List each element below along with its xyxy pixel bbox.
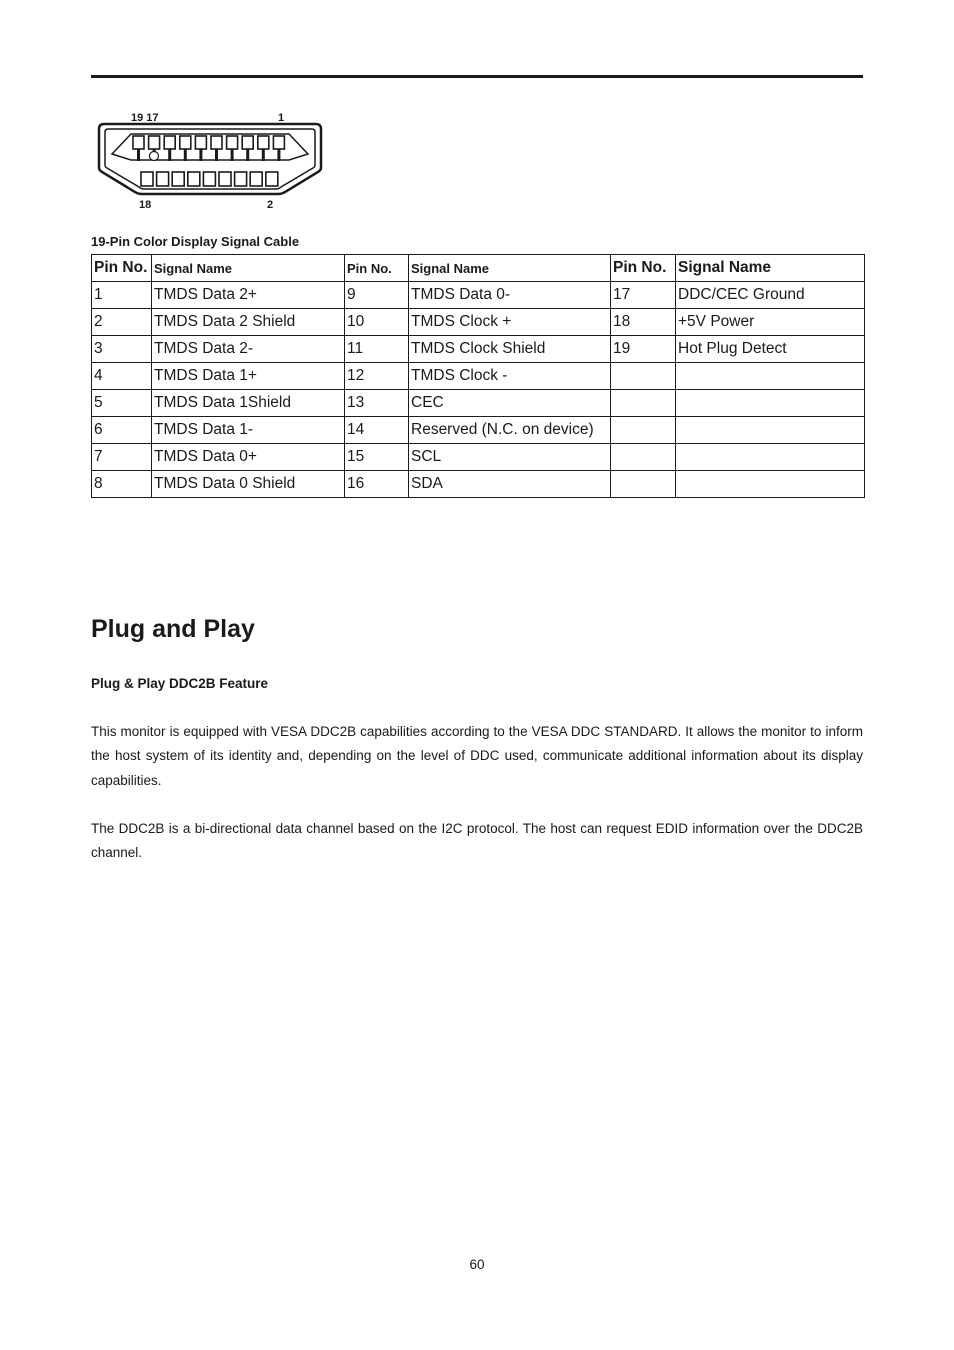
- table-row: [92, 336, 865, 363]
- signal-name-cell: CEC: [409, 390, 611, 417]
- pin-number-cell: 11: [345, 336, 409, 363]
- pin-number-cell: 16: [345, 471, 409, 498]
- signal-name-cell: TMDS Data 0+: [152, 444, 345, 471]
- pin-number-cell: [611, 390, 676, 417]
- signal-name-cell: SDA: [409, 471, 611, 498]
- connector-pin: [235, 172, 247, 186]
- body-paragraph: This monitor is equipped with VESA DDC2B capabilities according to the VESA DDC STANDARD. It allows the monitor to inform the host system of its identity and, depending on the level of DDC used, communicate additional information about its display capabilities.: [91, 724, 863, 788]
- signal-name-cell: TMDS Data 2 Shield: [152, 309, 345, 336]
- signal-name-cell: TMDS Data 0 Shield: [152, 471, 345, 498]
- pin-number-cell: 13: [345, 390, 409, 417]
- pin-number-cell: 2: [92, 309, 152, 336]
- table-row: [92, 417, 865, 444]
- signal-name-cell: TMDS Clock +: [409, 309, 611, 336]
- signal-name-cell: SCL: [409, 444, 611, 471]
- connector-pin: [211, 136, 222, 149]
- pin-number-cell: [611, 444, 676, 471]
- pin-number-cell: [611, 417, 676, 444]
- pin-number-cell: 12: [345, 363, 409, 390]
- connector-pin-lead: [246, 149, 249, 161]
- table-row: [92, 471, 865, 498]
- pin-number-cell: 3: [92, 336, 152, 363]
- signal-name-cell: TMDS Clock Shield: [409, 336, 611, 363]
- pin-label-2: 2: [267, 199, 274, 211]
- connector-pin-lead: [231, 149, 234, 161]
- connector-pin: [172, 172, 184, 186]
- signal-name-cell: TMDS Data 2+: [152, 282, 345, 309]
- table-row: [92, 390, 865, 417]
- signal-name-cell: [676, 390, 865, 417]
- pin-label-19-17: 19 17: [131, 112, 159, 124]
- section-subheading: Plug & Play DDC2B Feature: [91, 676, 269, 691]
- pin-number-cell: 8: [92, 471, 152, 498]
- header-rule: [91, 75, 863, 78]
- connector-pin: [149, 136, 160, 149]
- table-row: [92, 444, 865, 471]
- pin-number-cell: 1: [92, 282, 152, 309]
- connector-pin: [133, 136, 144, 149]
- table-row: [92, 282, 865, 309]
- signal-name-cell: TMDS Data 2-: [152, 336, 345, 363]
- connector-pin: [188, 172, 200, 186]
- signal-name-cell: Reserved (N.C. on device): [409, 417, 611, 444]
- signal-name-cell: Hot Plug Detect: [676, 336, 865, 363]
- connector-pin: [203, 172, 215, 186]
- signal-name-cell: [676, 363, 865, 390]
- connector-pin: [180, 136, 191, 149]
- signal-name-cell: TMDS Data 1+: [152, 363, 345, 390]
- pin-number-cell: 15: [345, 444, 409, 471]
- pin-number-cell: 9: [345, 282, 409, 309]
- table-row: [92, 309, 865, 336]
- page-number: 60: [469, 1257, 485, 1272]
- header-signal-name: Signal Name: [676, 255, 865, 282]
- pin-signal-table: [91, 254, 865, 498]
- pin-label-1: 1: [278, 112, 285, 124]
- pin-number-cell: 19: [611, 336, 676, 363]
- pin-number-cell: 10: [345, 309, 409, 336]
- header-pin-no: Pin No.: [611, 255, 676, 282]
- pin-number-cell: 4: [92, 363, 152, 390]
- connector-pin: [141, 172, 153, 186]
- connector-pin: [164, 136, 175, 149]
- header-signal-name: Signal Name: [152, 255, 345, 282]
- signal-name-cell: TMDS Data 1Shield: [152, 390, 345, 417]
- signal-name-cell: +5V Power: [676, 309, 865, 336]
- table-row: [92, 363, 865, 390]
- header-pin-no: Pin No.: [92, 255, 152, 282]
- connector-pin-lead: [199, 149, 202, 161]
- connector-pin-lead: [184, 149, 187, 161]
- hdmi-connector-diagram: [95, 106, 325, 214]
- signal-name-cell: TMDS Data 0-: [409, 282, 611, 309]
- body-paragraph: The DDC2B is a bi-directional data channel based on the I2C protocol. The host can request EDID information over the DDC2B channel.: [91, 821, 863, 861]
- connector-pin-lead: [262, 149, 265, 161]
- pin-number-cell: [611, 363, 676, 390]
- section-title: Plug and Play: [91, 615, 255, 643]
- pin-label-18: 18: [139, 199, 152, 211]
- signal-name-cell: [676, 444, 865, 471]
- connector-pin-lead: [168, 149, 171, 161]
- pin-number-cell: 18: [611, 309, 676, 336]
- connector-pin: [219, 172, 231, 186]
- pin-number-cell: 5: [92, 390, 152, 417]
- signal-name-cell: DDC/CEC Ground: [676, 282, 865, 309]
- pin-number-cell: 6: [92, 417, 152, 444]
- connector-pin: [242, 136, 253, 149]
- signal-name-cell: [676, 417, 865, 444]
- connector-pin: [227, 136, 238, 149]
- connector-pin: [266, 172, 278, 186]
- connector-pin-lead: [277, 149, 280, 161]
- pin-number-cell: 17: [611, 282, 676, 309]
- connector-pin-lead: [215, 149, 218, 161]
- pin-number-cell: 7: [92, 444, 152, 471]
- pin-number-cell: [611, 471, 676, 498]
- pin-number-cell: 14: [345, 417, 409, 444]
- connector-pin: [250, 172, 262, 186]
- connector-pin: [258, 136, 269, 149]
- signal-name-cell: [676, 471, 865, 498]
- header-signal-name: Signal Name: [409, 255, 611, 282]
- header-pin-no: Pin No.: [345, 255, 409, 282]
- table-caption: 19-Pin Color Display Signal Cable: [91, 234, 300, 249]
- bottom-pin-row: [141, 172, 278, 186]
- connector-pin: [195, 136, 206, 149]
- signal-name-cell: TMDS Clock -: [409, 363, 611, 390]
- signal-name-cell: TMDS Data 1-: [152, 417, 345, 444]
- connector-pin-lead: [137, 149, 140, 161]
- connector-pin: [157, 172, 169, 186]
- table-header-row: [92, 255, 865, 282]
- connector-pin: [273, 136, 284, 149]
